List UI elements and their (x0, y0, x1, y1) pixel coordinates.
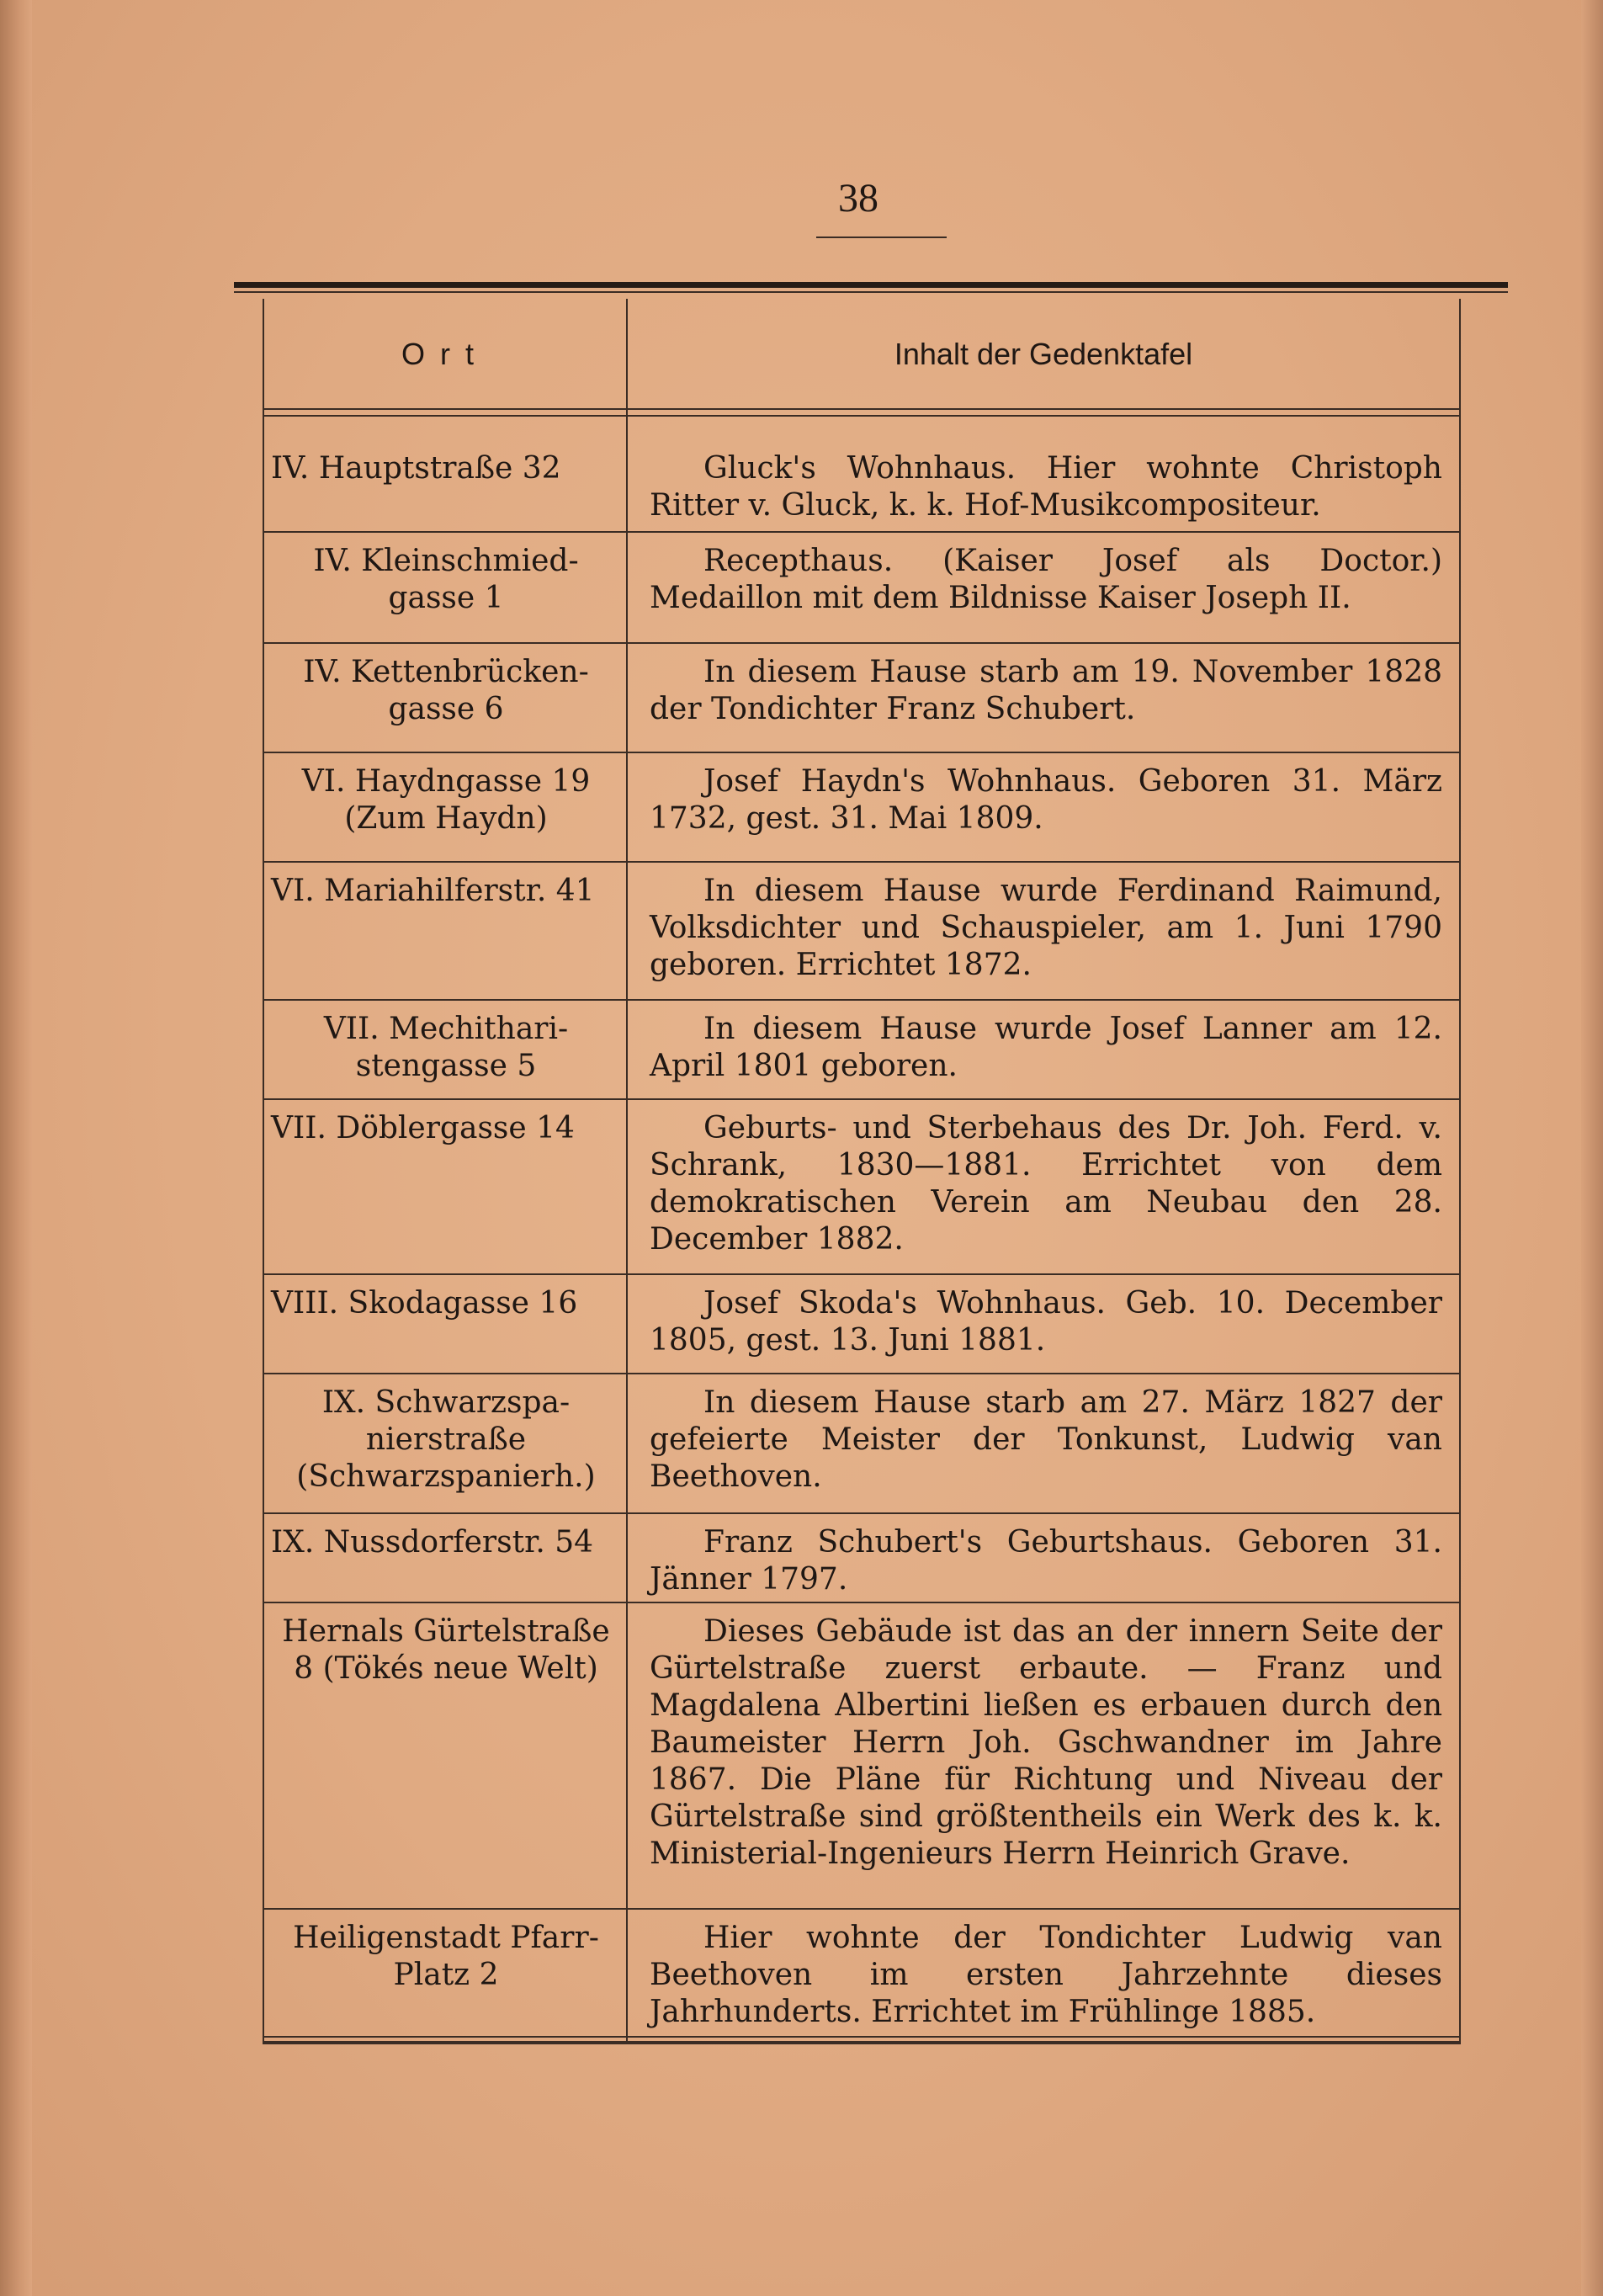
row-location: IV. Kleinschmied-gasse 1 (313, 544, 579, 615)
header-rule-1 (264, 408, 1459, 410)
row-plaque-text: Hier wohnte der Tondichter Ludwig van Beethoven im ersten Jahrzehnte dieses Jahrhunderts. Errichtet im Frühlinge 1885. (650, 1921, 1442, 2029)
row-location: IX. Nussdorferstr. 54 (271, 1525, 594, 1560)
row-plaque-text: In diesem Hause wurde Josef Lanner am 12. April 1801 geboren. (650, 1012, 1442, 1083)
row-plaque-text: Josef Haydn's Wohnhaus. Geboren 31. März 1732, gest. 31. Mai 1809. (650, 764, 1442, 836)
row-plaque-text: Dieses Gebäude ist das an der innern Seite der Gürtelstraße zuerst erbaute. — Franz und Magdalena Albertini ließen es erbauen durch den Baumeister Herrn Joh. Gschwandner im Jahre 1867. Die Pläne für Richtung und Niveau der Gürtelstraße sind größtentheils ein Werk des k. k. Ministerial-Ingenieurs Herrn Heinrich Grave. (650, 1614, 1442, 1871)
row-location: IV. Hauptstraße 32 (271, 451, 561, 486)
row-location: IX. Schwarzspa-nierstraße (Schwarzspanierh.) (296, 1385, 596, 1494)
table-row (264, 1603, 1459, 1910)
page-right-edge (1581, 0, 1603, 2296)
table-row (264, 533, 1459, 644)
row-location: Heiligenstadt Pfarr-Platz 2 (293, 1921, 599, 1992)
header-ort: Ort (401, 337, 489, 371)
top-thin-rule (234, 291, 1508, 293)
table-header (264, 299, 1459, 412)
page-number: 38 (838, 176, 878, 221)
table-row (264, 753, 1459, 863)
row-location: VI. Haydngasse 19 (Zum Haydn) (301, 764, 591, 836)
table-row (264, 440, 1459, 533)
row-plaque-text: In diesem Hause starb am 27. März 1827 der gefeierte Meister der Tonkunst, Ludwig van Beethoven. (650, 1385, 1442, 1494)
table-row (264, 863, 1459, 1001)
row-plaque-text: In diesem Hause starb am 19. November 1828 der Tondichter Franz Schubert. (650, 655, 1442, 726)
row-location: IV. Kettenbrücken-gasse 6 (303, 655, 589, 726)
table-row (264, 1514, 1459, 1603)
row-location: VII. Döblergasse 14 (271, 1111, 575, 1145)
table-bottom-rule (264, 2041, 1459, 2043)
table-row (264, 1100, 1459, 1275)
row-location: VI. Mariahilferstr. 41 (271, 874, 595, 908)
table-row (264, 1275, 1459, 1374)
row-plaque-text: In diesem Hause wurde Ferdinand Raimund, Volksdichter und Schauspieler, am 1. Juni 1790 geboren. Errichtet 1872. (650, 874, 1442, 982)
row-plaque-text: Recepthaus. (Kaiser Josef als Doctor.) Medaillon mit dem Bildnisse Kaiser Joseph II. (650, 544, 1442, 615)
row-plaque-text: Geburts- und Sterbehaus des Dr. Joh. Ferd. v. Schrank, 1830—1881. Errichtet von dem demokratischen Verein am Neubau den 28. December 1882. (650, 1111, 1442, 1257)
row-plaque-text: Franz Schubert's Geburtshaus. Geboren 31. Jänner 1797. (650, 1525, 1442, 1597)
header-inhalt: Inhalt der Gedenktafel (894, 337, 1193, 371)
page-left-edge (0, 0, 32, 2296)
memorial-plaque-table (263, 299, 1461, 2044)
top-thick-rule (234, 282, 1508, 288)
row-location: Hernals Gürtelstraße 8 (Tökés neue Welt) (282, 1614, 610, 1686)
row-location: VII. Mechithari-stengasse 5 (323, 1012, 569, 1083)
row-location: VIII. Skodagasse 16 (271, 1286, 578, 1321)
table-row (264, 1374, 1459, 1514)
row-plaque-text: Gluck's Wohnhaus. Hier wohnte Christoph Ritter v. Gluck, k. k. Hof-Musikcompositeur. (650, 451, 1442, 523)
table-row (264, 644, 1459, 753)
table-row (264, 1910, 1459, 2038)
page-number-underline (816, 237, 947, 238)
row-plaque-text: Josef Skoda's Wohnhaus. Geb. 10. December 1805, gest. 13. Juni 1881. (650, 1286, 1442, 1358)
header-rule-2 (264, 415, 1459, 417)
table-row (264, 1001, 1459, 1100)
